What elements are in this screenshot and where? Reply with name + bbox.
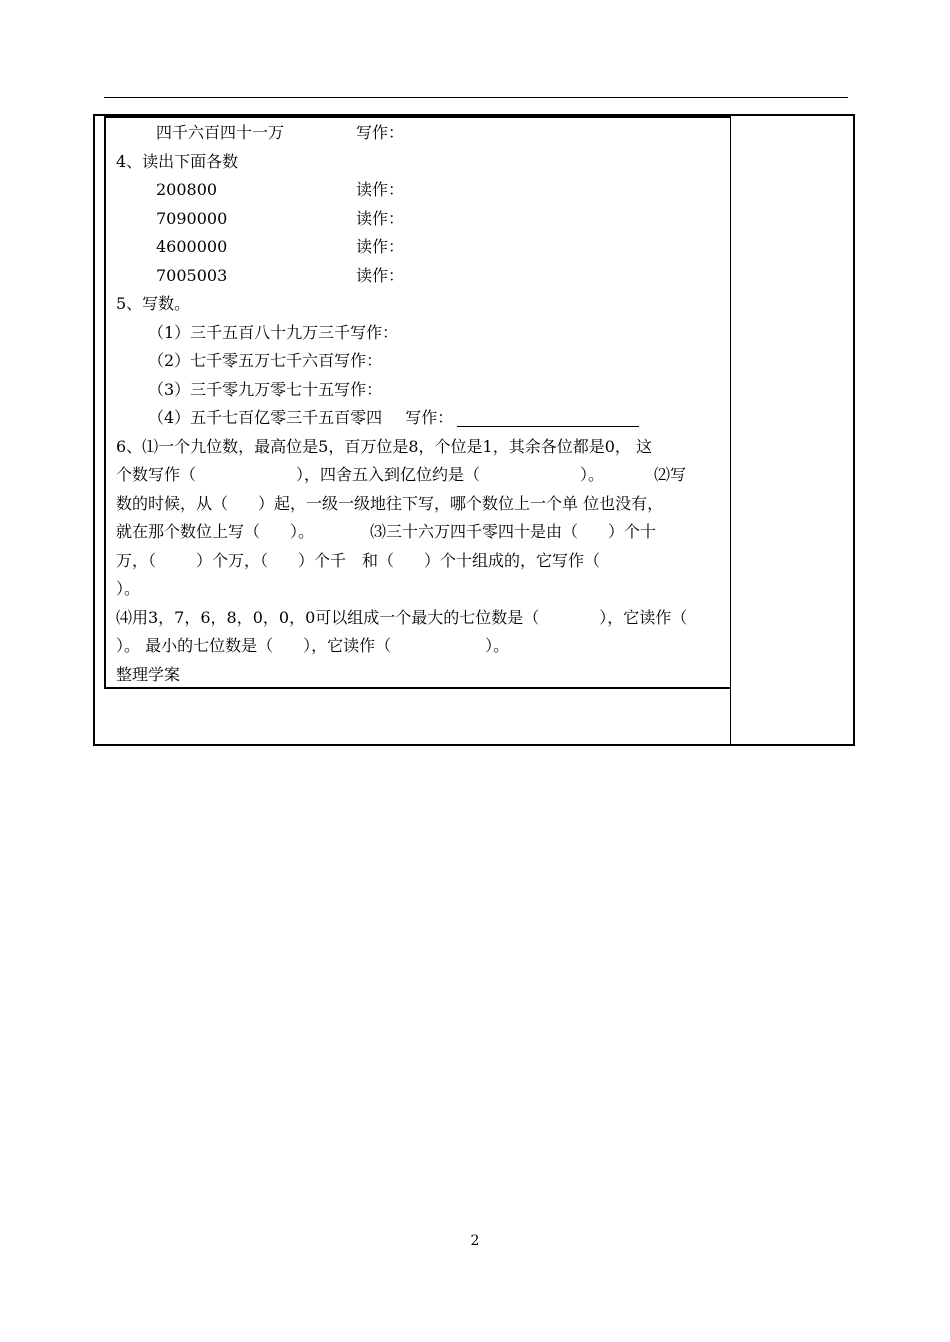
q5-title: 5、写数。 — [116, 294, 191, 313]
q6-text: ）。 — [290, 522, 315, 541]
q4-read-label: 读作： — [356, 209, 405, 228]
q6-text: ）。 — [485, 636, 510, 655]
q3-item-label: 写作： — [356, 123, 405, 142]
q5-item: （2）七千零五万七千六百写作： — [148, 351, 383, 370]
q5-item4-text: （4）五千七百亿零三千五百零四 — [148, 408, 383, 427]
q6-text: ）个十组成的，它写作（ — [424, 551, 601, 570]
q6-text: 万，（ — [116, 551, 157, 570]
q6-line-5 — [116, 550, 600, 572]
q4-number: 7090000 — [156, 209, 228, 228]
q4-item — [156, 236, 556, 258]
page-number: 2 — [470, 1233, 480, 1249]
q6-text: ）个十 — [608, 522, 657, 541]
q6-line-3 — [116, 493, 663, 515]
q6-text: ），它读作（ — [303, 636, 392, 655]
q4-title: 4、读出下面各数 — [116, 152, 239, 171]
q6-text: ）个千 和（ — [298, 551, 395, 570]
q6-line-1: 6、⑴一个九位数，最高位是5，百万位是8，个位是1，其余各位都是0， 这 — [116, 437, 652, 456]
q6-line-8 — [116, 635, 509, 657]
q6-text: 就在那个数位上写（ — [116, 522, 261, 541]
q6-text: ⑶三十六万四千零四十是由（ — [370, 522, 579, 541]
q6-text: ）起，一级一级地往下写，哪个数位上一个单 位也没有， — [258, 494, 664, 513]
q4-item — [156, 265, 556, 287]
q5-item: （1）三千五百八十九万三千写作： — [148, 323, 399, 342]
q5-item: （3）三千零九万零七十五写作： — [148, 380, 383, 399]
q6-text: ）个万，（ — [196, 551, 269, 570]
q6-text: ）。 — [580, 465, 605, 484]
q4-number: 4600000 — [156, 237, 228, 256]
q6-text: 数的时候，从（ — [116, 494, 229, 513]
q6-text: 个数写作（ — [116, 465, 197, 484]
q4-read-label: 读作： — [356, 237, 405, 256]
q4-read-label: 读作： — [356, 266, 405, 285]
q5-item — [148, 407, 639, 429]
q6-text: ）。 最小的七位数是（ — [116, 636, 274, 655]
q6-text: ），它读作（ — [599, 608, 688, 627]
answer-blank — [457, 410, 639, 427]
q6-line-6: ）。 — [116, 579, 141, 598]
q3-item — [156, 122, 405, 144]
q3-item-text: 四千六百四十一万 — [156, 123, 285, 142]
q6-line-4 — [116, 521, 656, 543]
q4-read-label: 读作： — [356, 180, 405, 199]
q5-item4-label: 写作： — [405, 408, 454, 427]
q6-line-7 — [116, 607, 687, 629]
q4-number: 200800 — [156, 180, 218, 199]
header-rule — [104, 97, 848, 98]
q6-text: ⑷用3，7，6，8，0，0，0可以组成一个最大的七位数是（ — [116, 608, 540, 627]
q6-text: ），四舍五入到亿位约是（ — [296, 465, 481, 484]
q4-item — [156, 208, 556, 230]
q4-number: 7005003 — [156, 266, 228, 285]
q4-item — [156, 179, 556, 201]
q6-line-2 — [116, 464, 686, 486]
closing-label: 整理学案 — [116, 665, 181, 684]
worksheet-cell — [104, 116, 731, 689]
q6-text: ⑵写 — [654, 465, 687, 484]
